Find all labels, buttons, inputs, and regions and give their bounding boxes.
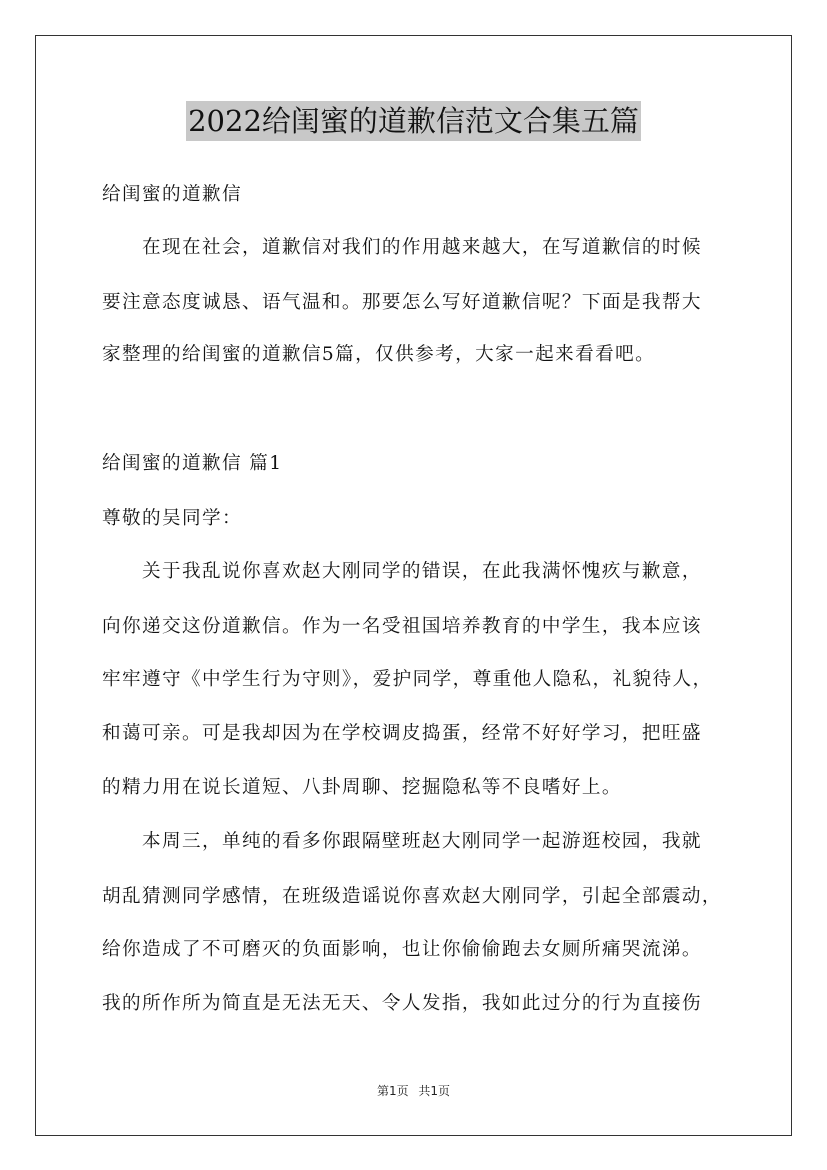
letter-paragraph-line: 向你递交这份道歉信。作为一名受祖国培养教育的中学生，我本应该 [102,616,702,637]
intro-paragraph-line: 家整理的给闺蜜的道歉信5篇，仅供参考，大家一起来看看吧。 [102,344,656,365]
letter-paragraph-line: 给你造成了不可磨灭的负面影响，也让你偷偷跑去女厕所痛哭流涕。 [102,939,702,960]
page-number-total: 共1页 [418,1084,451,1098]
intro-paragraph-line: 在现在社会，道歉信对我们的作用越来越大，在写道歉信的时候 [142,237,702,258]
page-footer [0,1083,827,1099]
letter-heading: 给闺蜜的道歉信 篇1 [102,453,283,474]
letter-paragraph-line: 牢牢遵守《中学生行为守则》，爱护同学，尊重他人隐私，礼貌待人， [102,669,713,690]
letter-paragraph-line: 本周三，单纯的看多你跟隔壁班赵大刚同学一起游逛校园，我就 [142,831,702,852]
page-number-current: 第1页 [376,1084,409,1098]
letter-paragraph-line: 胡乱猜测同学感情，在班级造谣说你喜欢赵大刚同学，引起全部震动， [102,886,722,907]
letter-paragraph-line: 我的所作所为简直是无法无天、令人发指，我如此过分的行为直接伤 [102,993,702,1014]
section-heading: 给闺蜜的道歉信 [102,184,242,205]
salutation: 尊敬的吴同学： [102,508,242,529]
letter-paragraph-line: 的精力用在说长道短、八卦周聊、挖掘隐私等不良嗜好上。 [102,777,622,798]
letter-paragraph-line: 关于我乱说你喜欢赵大刚同学的错误，在此我满怀愧疚与歉意， [142,561,702,582]
document-title: 2022给闺蜜的道歉信范文合集五篇 [186,101,641,141]
letter-paragraph-line: 和蔼可亲。可是我却因为在学校调皮捣蛋，经常不好好学习，把旺盛 [102,723,702,744]
title-wrap [0,101,827,141]
intro-paragraph-line: 要注意态度诚恳、语气温和。那要怎么写好道歉信呢？下面是我帮大 [102,292,702,313]
